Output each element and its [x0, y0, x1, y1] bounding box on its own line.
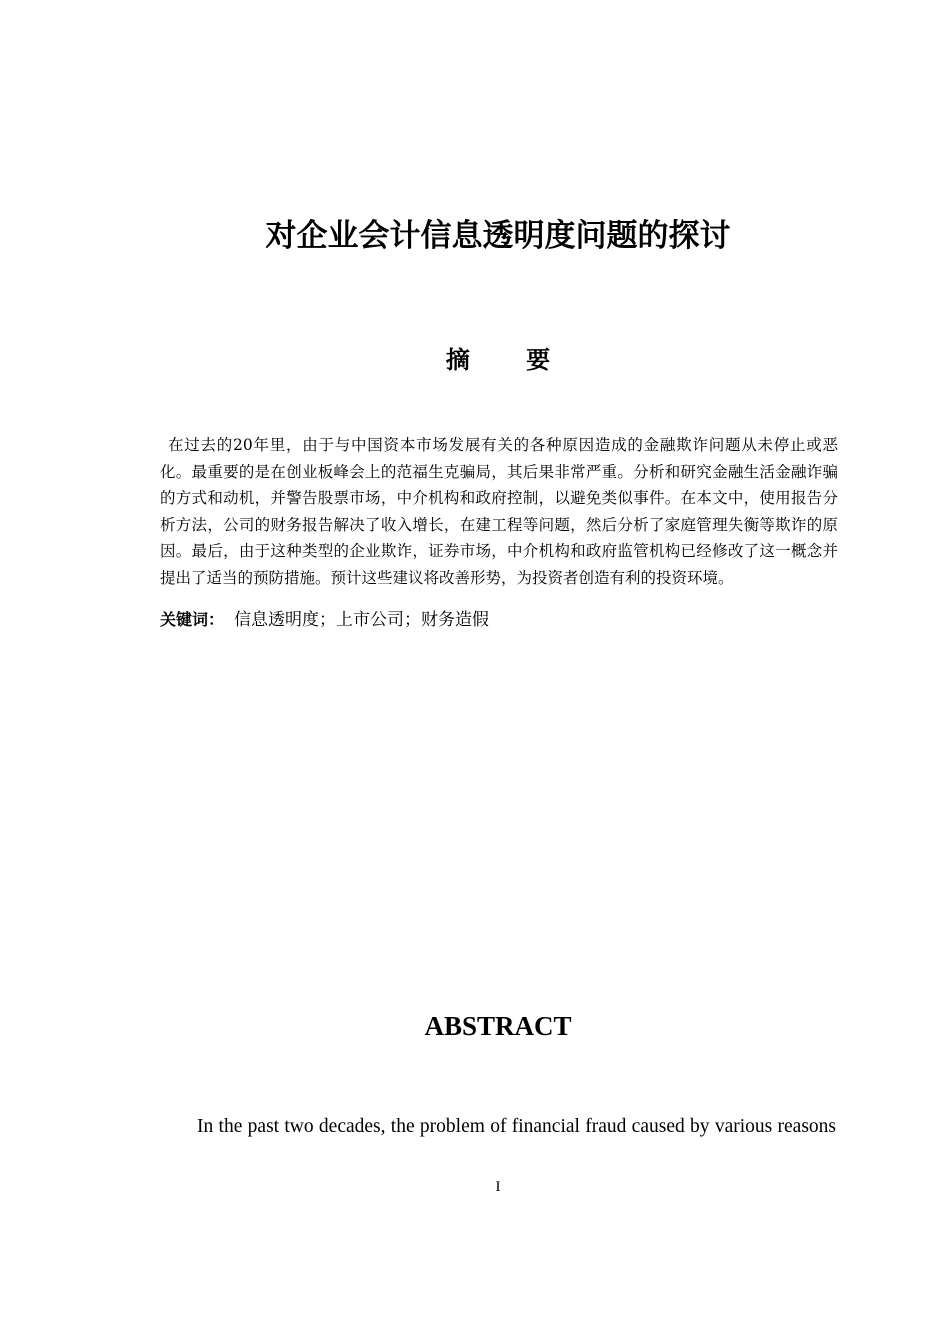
abstract-en-heading: ABSTRACT — [424, 1011, 572, 1041]
abstract-cn-body: 在过去的20年里，由于与中国资本市场发展有关的各种原因造成的金融欺诈问题从未停止或恶化。最重要的是在创业板峰会上的范福生克骗局，其后果非常严重。分析和研究金融生活金融诈骗的方式和动机，并警告股票市场，中介机构和政府控制，以避免类似事件。在本文中，使用报告分析方法，公司的财务报告解决了收入增长，在建工程等问题，然后分析了家庭管理失衡等欺诈的原因。最后，由于这种类型的企业欺诈，证券市场，中介机构和政府监管机构已经修改了这一概念并提出了适当的预防措施。预计这些建议将改善形势，为投资者创造有利的投资环境。 — [160, 436, 838, 587]
page-title: 对企业会计信息透明度问题的探讨 — [265, 218, 731, 254]
abstract-cn-heading: 摘 要 — [445, 346, 575, 374]
keywords-value: 信息透明度；上市公司；财务造假 — [234, 610, 490, 630]
keywords-label: 关键词： — [160, 610, 225, 629]
abstract-en-body: In the past two decades, the problem of financial fraud caused by various reasons — [197, 1116, 836, 1137]
page-number: I — [495, 1179, 501, 1195]
keywords-line — [160, 606, 838, 634]
